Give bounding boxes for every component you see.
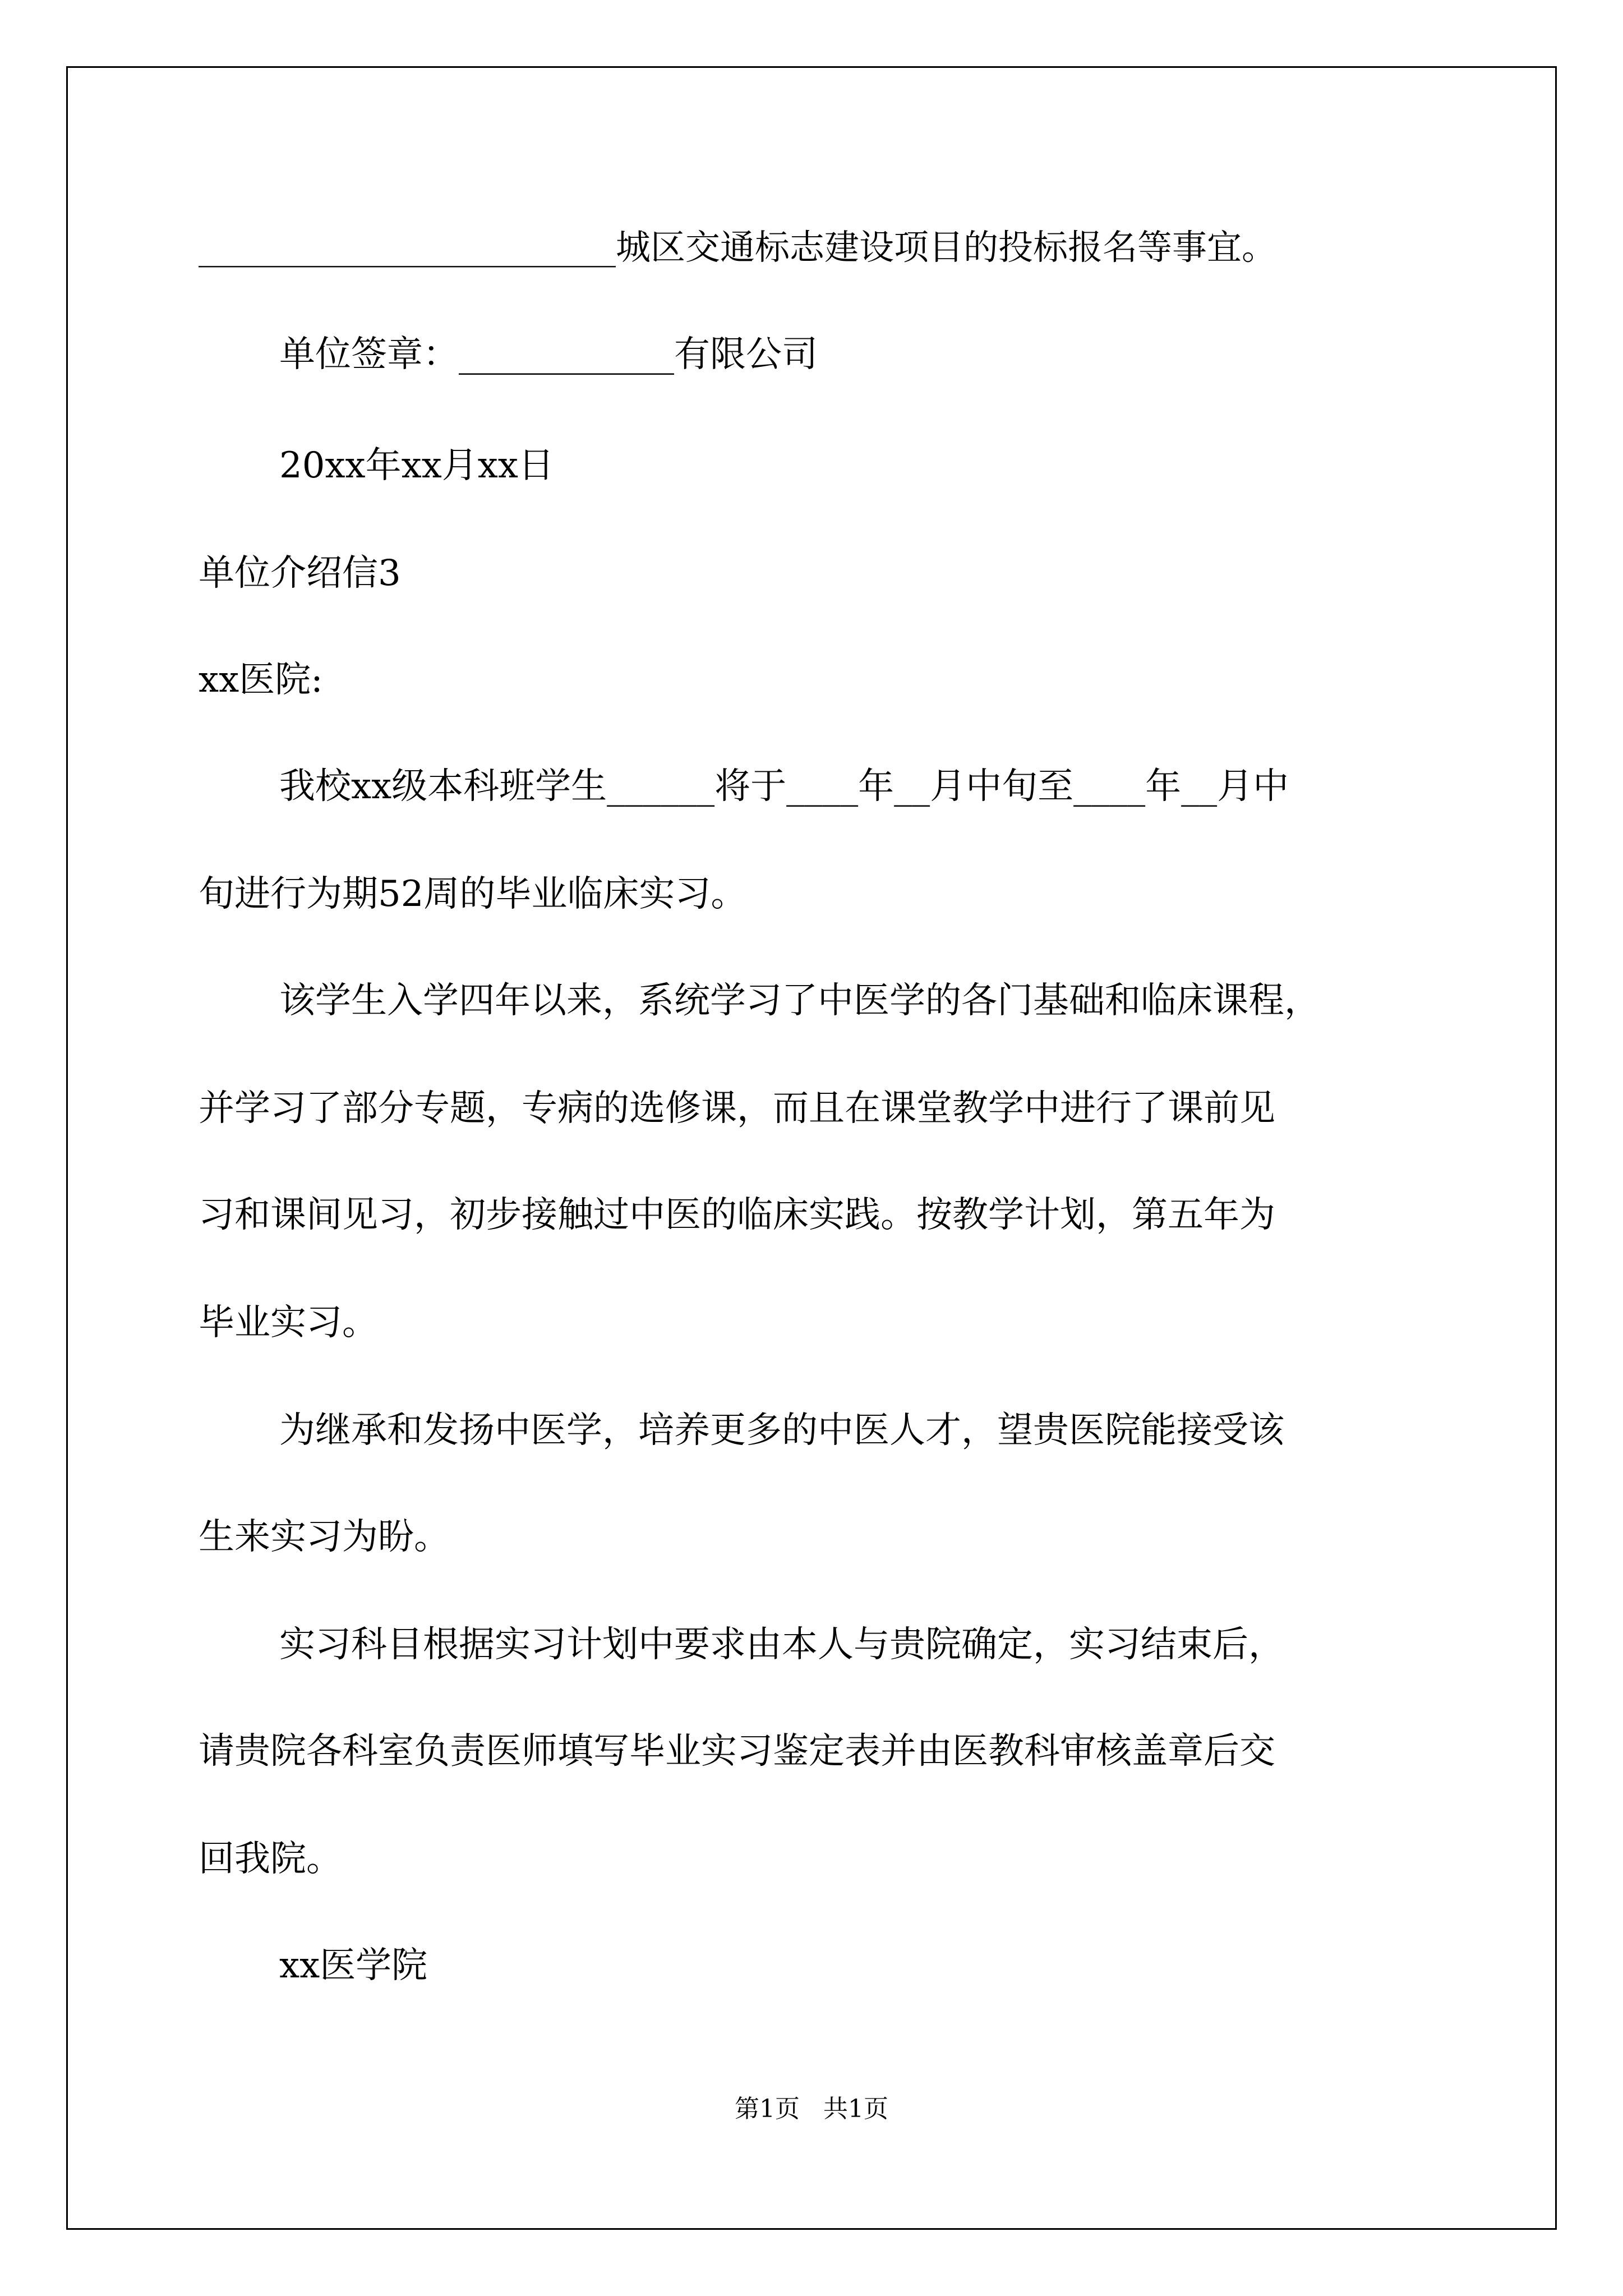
page-number-footer: 第1页 共1页	[735, 2095, 888, 2123]
paragraph-1-line-1: 我校xx级本科班学生______将于____年__月中旬至____年__月中	[279, 766, 1289, 807]
unit-signature-line: 单位签章：____________有限公司	[279, 334, 818, 375]
page-border	[66, 66, 1557, 2230]
paragraph-1-line-2: 旬进行为期52周的毕业临床实习。	[199, 873, 747, 915]
paragraph-3-line-2: 生来实习为盼。	[199, 1516, 450, 1558]
paragraph-4-line-1: 实习科目根据实习计划中要求由本人与贵院确定，实习结束后，	[279, 1624, 1284, 1665]
signature-line: xx医学院	[279, 1945, 428, 1986]
paragraph-3-line-1: 为继承和发扬中医学，培养更多的中医人才，望贵医院能接受该	[279, 1410, 1284, 1451]
paragraph-4-line-3: 回我院。	[199, 1838, 342, 1880]
recipient-line: xx医院:	[199, 659, 323, 701]
text-line-1: ________________________城区交通标志建设项目的投标报名等事宜。	[199, 227, 1277, 268]
paragraph-2-line-2: 并学习了部分专题，专病的选修课，而且在课堂教学中进行了课前见	[199, 1088, 1275, 1129]
section-heading: 单位介绍信3	[199, 553, 401, 594]
paragraph-2-line-3: 习和课间见习，初步接触过中医的临床实践。按教学计划，第五年为	[199, 1194, 1275, 1236]
paragraph-2-line-4: 毕业实习。	[199, 1302, 378, 1343]
paragraph-2-line-1: 该学生入学四年以来，系统学习了中医学的各门基础和临床课程，	[279, 980, 1320, 1022]
date-line: 20xx年xx月xx日	[279, 445, 554, 486]
paragraph-4-line-2: 请贵院各科室负责医师填写毕业实习鉴定表并由医教科审核盖章后交	[199, 1731, 1275, 1772]
